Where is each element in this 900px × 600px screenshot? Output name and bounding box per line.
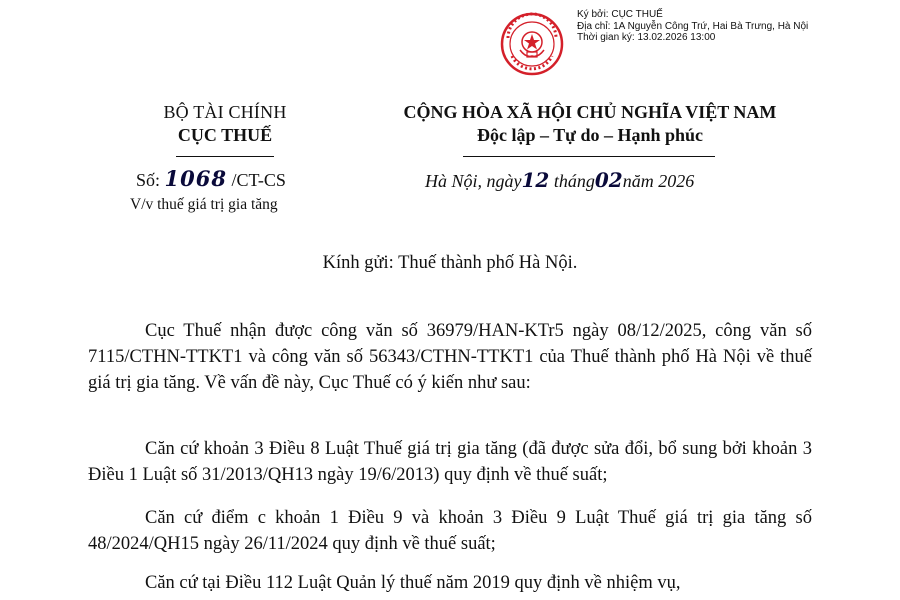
date-month-handwritten: 02 (594, 168, 623, 192)
number-label: Số: (136, 170, 161, 190)
body-paragraph-4 (88, 570, 812, 596)
department-name: CỤC THUẾ (177, 125, 273, 145)
signature-signer: Ký bởi: CỤC THUẾ (577, 9, 663, 20)
document-subject: V/v thuế giá trị gia tăng (130, 196, 278, 213)
paragraph-text: Căn cứ điểm c khoản 1 Điều 9 và khoản 3 Điều 9 Luật Thuế giá trị gia tăng số 48/2024/QH15 ngày 26/11/2024 quy định về thuế suất; (88, 508, 812, 554)
digital-signature-block (577, 9, 808, 44)
signature-time: Thời gian ký: 13.02.2026 13:00 (577, 32, 716, 43)
body-paragraph-1 (88, 318, 812, 396)
official-seal-icon (500, 12, 564, 76)
issue-date (425, 168, 694, 192)
recipient-line: Kính gửi: Thuế thành phố Hà Nội. (322, 253, 578, 273)
number-handwritten: 1068 (164, 166, 227, 191)
ministry-name: BỘ TÀI CHÍNH (163, 102, 287, 122)
nation-title: CỘNG HÒA XÃ HỘI CHỦ NGHĨA VIỆT NAM (403, 102, 777, 122)
date-prefix: Hà Nội, ngày (425, 171, 522, 191)
date-month-label: tháng (553, 171, 595, 191)
paragraph-text: Cục Thuế nhận được công văn số 36979/HAN-KTr5 ngày 08/12/2025, công văn số 7115/CTHN-TTKT1 và công văn số 56343/CTHN-TTKT1 của Thuế thành phố Hà Nội về thuế giá trị gia tăng. Về vấn đề này, Cục Thuế có ý kiến như sau: (88, 321, 812, 393)
date-day-handwritten: 12 (521, 168, 550, 192)
number-suffix: /CT-CS (231, 170, 286, 190)
body-paragraph-3 (88, 505, 812, 557)
document-number (136, 166, 286, 191)
signature-address: Địa chỉ: 1A Nguyễn Công Trứ, Hai Bà Trưng, Hà Nội (577, 20, 809, 32)
body-paragraph-2 (88, 436, 812, 488)
national-motto: Độc lập – Tự do – Hạnh phúc (476, 125, 704, 145)
paragraph-text: Căn cứ tại Điều 112 Luật Quản lý thuế năm 2019 quy định về nhiệm vụ, (145, 573, 681, 593)
left-header-divider (176, 156, 274, 157)
right-header-divider (463, 156, 715, 157)
paragraph-text: Căn cứ khoản 3 Điều 8 Luật Thuế giá trị gia tăng (đã được sửa đổi, bổ sung bởi khoản 3 Điều 1 Luật số 31/2013/QH13 ngày 19/6/2013) quy định về thuế suất; (88, 439, 812, 485)
date-year: năm 2026 (622, 171, 695, 191)
